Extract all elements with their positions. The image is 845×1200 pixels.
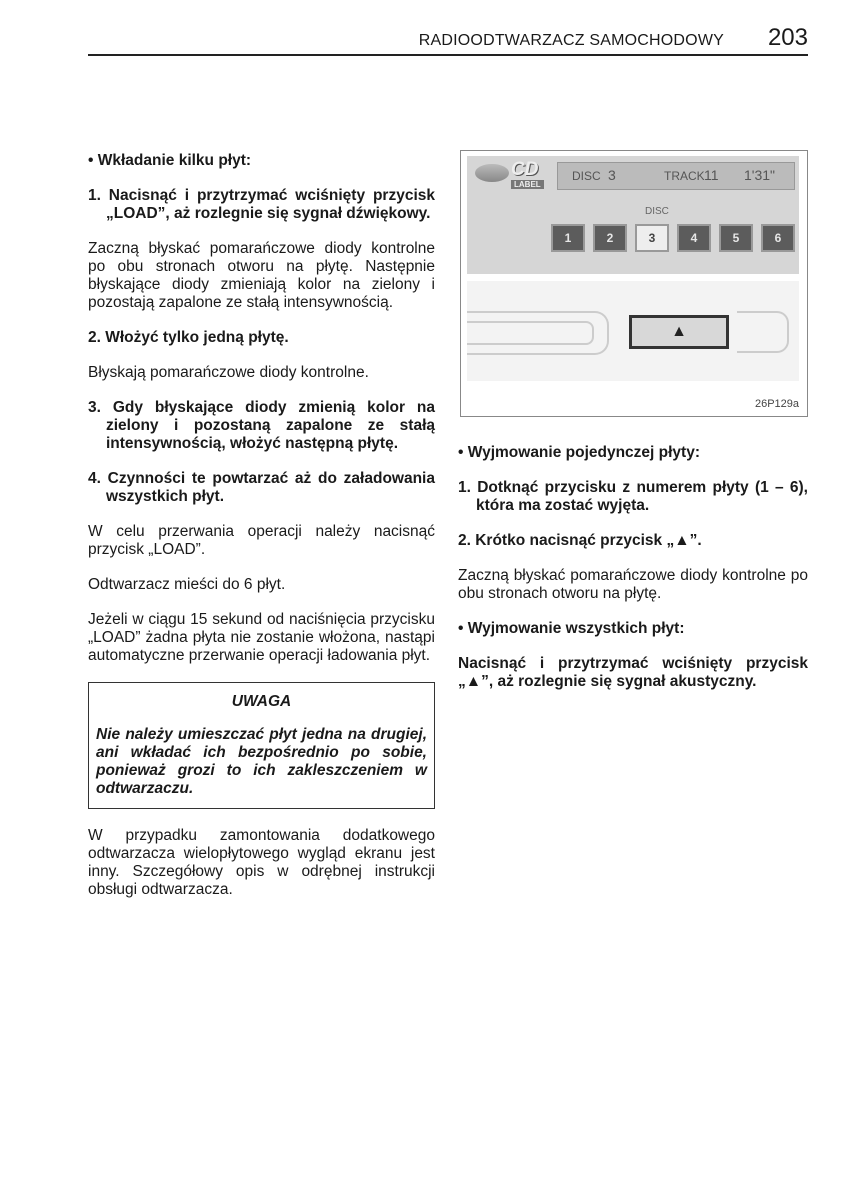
- paragraph: Błyskają pomarańczowe diody kontrolne.: [88, 364, 369, 381]
- disc-selector-label: DISC: [645, 206, 669, 217]
- disc-button-5[interactable]: 5: [719, 224, 753, 252]
- warning-box: [88, 682, 435, 809]
- eject-button[interactable]: [629, 315, 729, 349]
- warning-text: Nie należy umieszczać płyt jedna na drugiej, ani wkładać ich bezpośrednio po sobie, ponieważ grozi to ich zakleszczeniem w odtwarzaczu.: [96, 726, 427, 797]
- step: 1. Dotknąć przycisku z numerem płyty (1 – 6), która ma zostać wyjęta.: [458, 479, 808, 514]
- panel-frame: [737, 311, 789, 353]
- disc-label: DISC: [572, 169, 601, 183]
- section-heading: • Wyjmowanie wszystkich płyt:: [458, 620, 685, 637]
- step: 2. Włożyć tylko jedną płytę.: [88, 329, 289, 346]
- paragraph: Jeżeli w ciągu 15 sekund od naciśnięcia przycisku „LOAD” żadna płyta nie zostanie włożona, nastąpi automatyczne przerwanie operacji ładowania płyt.: [88, 611, 435, 664]
- eject-icon: ▲: [671, 323, 687, 340]
- elapsed-time: 1'31": [744, 167, 776, 183]
- disc-number: 3: [608, 167, 616, 183]
- display-screen: [467, 156, 799, 274]
- paragraph: Nacisnąć i przytrzymać wciśnięty przycisk „▲”, aż rozlegnie się sygnał akustyczny.: [458, 655, 808, 690]
- disc-button-6[interactable]: 6: [761, 224, 795, 252]
- paragraph: Odtwarzacz mieści do 6 płyt.: [88, 576, 286, 593]
- step: 1. Nacisnąć i przytrzymać wciśnięty przycisk „LOAD”, aż rozlegnie się sygnał dźwiękowy.: [88, 187, 435, 222]
- disc-button-1[interactable]: 1: [551, 224, 585, 252]
- disc-button-3[interactable]: 3: [635, 224, 669, 252]
- disc-button-2[interactable]: 2: [593, 224, 627, 252]
- mode-label: CD: [511, 159, 539, 180]
- left-column: [88, 152, 435, 916]
- paragraph: Zaczną błyskać pomarańczowe diody kontrolne po obu stronach otworu na płytę.: [458, 567, 808, 602]
- step: 3. Gdy błyskające diody zmienią kolor na zielony i pozostaną zapalone ze stałą intensywnością, włożyć następną płytę.: [88, 399, 435, 452]
- disc-slot-inner: [467, 321, 594, 345]
- right-column: [458, 444, 808, 708]
- disc-button-4[interactable]: 4: [677, 224, 711, 252]
- paragraph: W celu przerwania operacji należy nacisnąć przycisk „LOAD”.: [88, 523, 435, 558]
- header-title: RADIOODTWARZACZ SAMOCHODOWY: [418, 32, 724, 49]
- section-heading: • Wyjmowanie pojedynczej płyty:: [458, 444, 700, 461]
- figure-code: 26P129a: [754, 398, 799, 410]
- step: 2. Krótko nacisnąć przycisk „▲”.: [458, 532, 702, 549]
- track-label: TRACK: [664, 169, 705, 183]
- cd-changer-screen-illustration: [460, 150, 808, 417]
- page-header: [88, 22, 808, 56]
- track-number: 11: [704, 167, 719, 183]
- disc-slot-panel: [467, 281, 799, 381]
- disc-logo-icon: [475, 164, 509, 182]
- step: 4. Czynności te powtarzać aż do załadowania wszystkich płyt.: [88, 470, 435, 505]
- paragraph: Zaczną błyskać pomarańczowe diody kontrolne po obu stronach otworu na płytę. Następnie błyskające diody zmieniają kolor na zielony i pozostają zapalone ze stałą intensywnością.: [88, 240, 435, 311]
- warning-title: UWAGA: [231, 693, 292, 710]
- page-number: 203: [767, 24, 808, 51]
- paragraph: W przypadku zamontowania dodatkowego odtwarzacza wielopłytowego wygląd ekranu jest inny. Szczegółowy opis w odrębnej instrukcji obsługi odtwarzacza.: [88, 827, 435, 898]
- mode-sub-label: LABEL: [511, 180, 544, 189]
- status-bar: [557, 162, 795, 190]
- section-heading: • Wkładanie kilku płyt:: [88, 152, 252, 169]
